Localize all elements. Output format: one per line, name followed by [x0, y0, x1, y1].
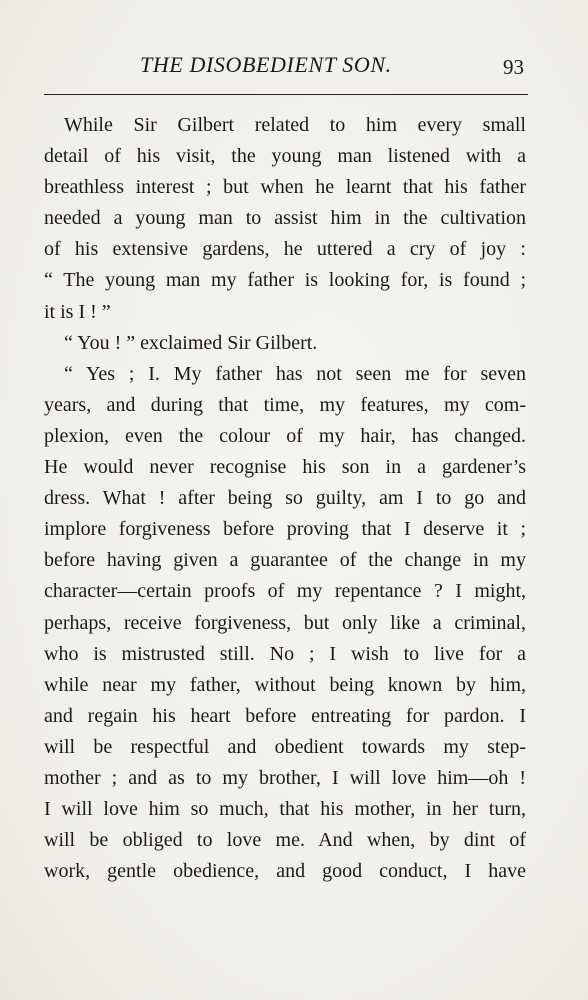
- page-number: 93: [503, 55, 524, 79]
- text-line: it is I ! ”: [44, 300, 111, 323]
- text-line: He would never recognise his son in a gardener’s: [44, 456, 526, 479]
- text-line: mother ; and as to my brother, I will love him—oh !: [44, 766, 526, 789]
- text-line: detail of his visit, the young man listened with a: [44, 145, 526, 168]
- text-line: plexion, even the colour of my hair, has changed.: [44, 424, 526, 447]
- text-line: “ Yes ; I. My father has not seen me for seven: [64, 362, 526, 385]
- text-line: “ The young man my father is looking for, is found ;: [44, 269, 526, 292]
- text-line: and regain his heart before entreating for pardon. I: [44, 704, 526, 727]
- text-line: work, gentle obedience, and good conduct, I have: [44, 860, 526, 883]
- text-line: of his extensive gardens, he uttered a cry of joy :: [44, 238, 526, 261]
- text-line: needed a young man to assist him in the cultivation: [44, 207, 526, 230]
- text-line: before having given a guarantee of the change in my: [44, 549, 526, 572]
- text-line: “ You ! ” exclaimed Sir Gilbert.: [64, 331, 318, 354]
- body-text: [44, 110, 526, 887]
- text-line: will be obliged to love me. And when, by dint of: [44, 829, 526, 852]
- text-line: years, and during that time, my features, my com-: [44, 393, 526, 416]
- text-line: breathless interest ; but when he learnt that his father: [44, 176, 526, 199]
- text-line: dress. What ! after being so guilty, am I to go and: [44, 487, 526, 510]
- text-line: I will love him so much, that his mother, in her turn,: [44, 798, 526, 821]
- header-rule: [44, 94, 528, 95]
- text-line: character—certain proofs of my repentance ? I might,: [44, 580, 526, 603]
- running-title: THE DISOBEDIENT SON.: [140, 52, 392, 77]
- text-line: perhaps, receive forgiveness, but only like a criminal,: [44, 611, 526, 634]
- text-line: While Sir Gilbert related to him every small: [64, 114, 526, 136]
- running-head: [44, 50, 532, 84]
- text-line: who is mistrusted still. No ; I wish to live for a: [44, 642, 526, 665]
- text-line: while near my father, without being known by him,: [44, 673, 526, 696]
- text-line: will be respectful and obedient towards my step-: [44, 735, 526, 758]
- text-line: implore forgiveness before proving that I deserve it ;: [44, 518, 526, 541]
